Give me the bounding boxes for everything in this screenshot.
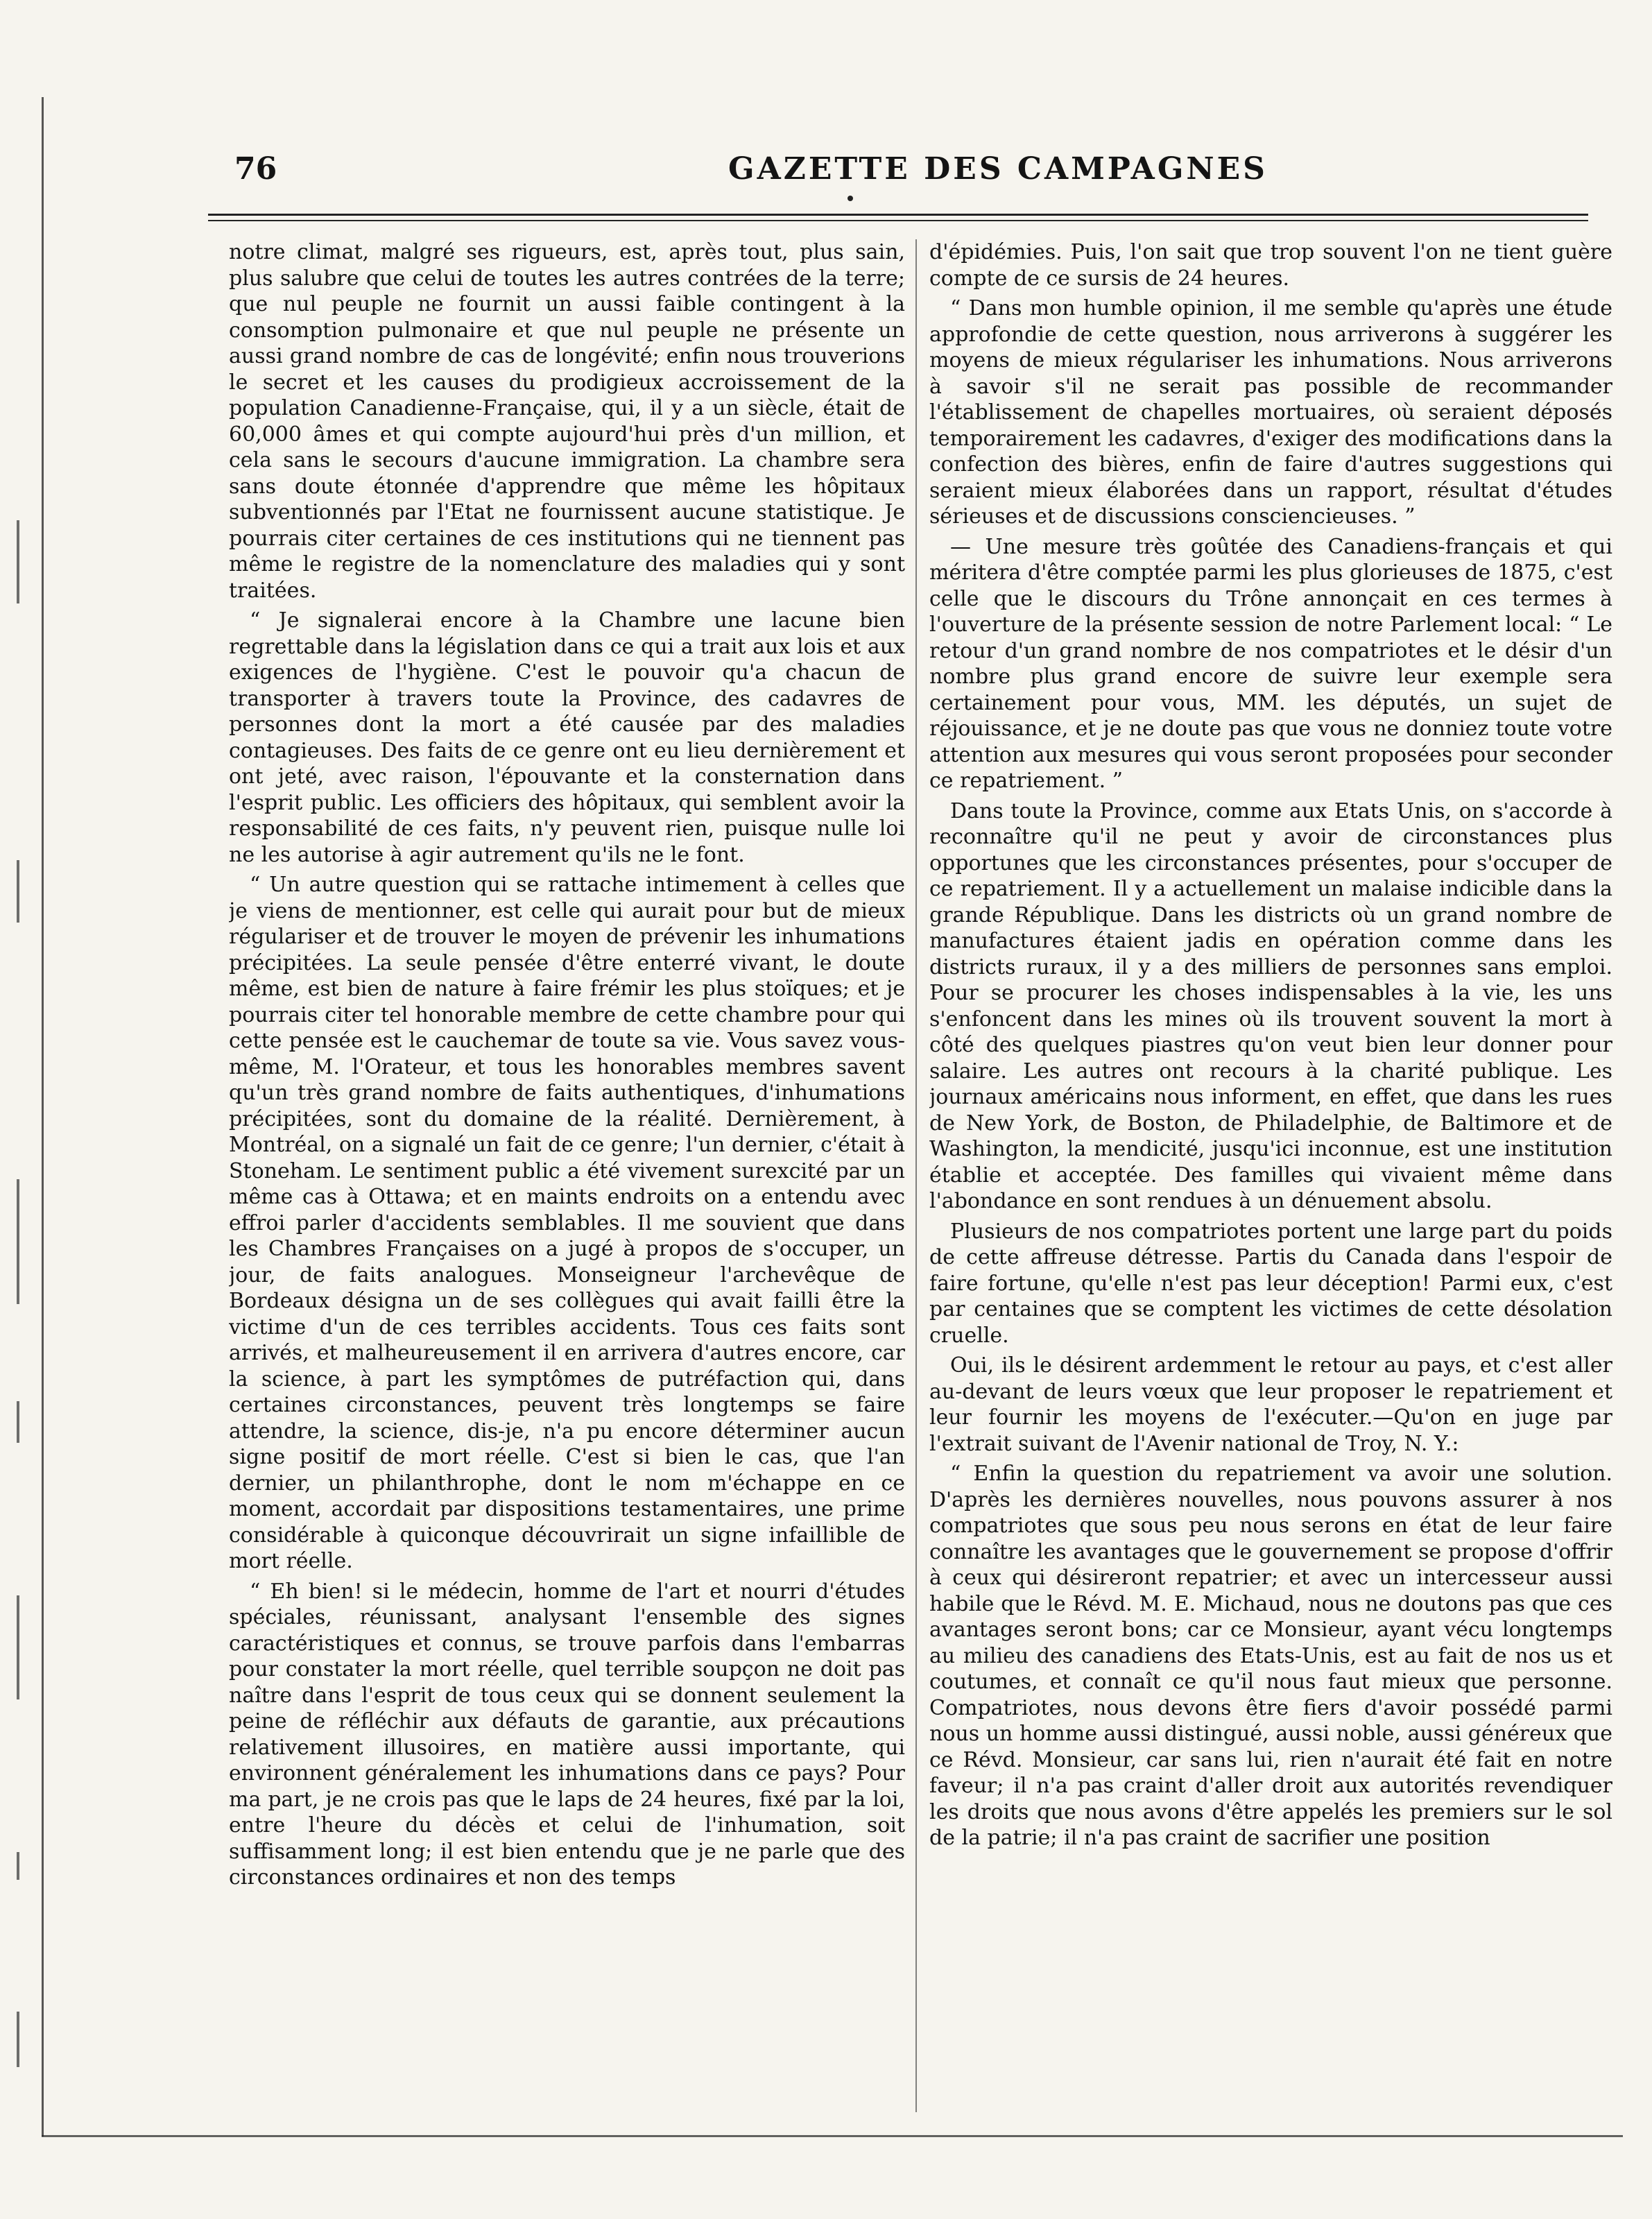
- journal-title: GAZETTE DES CAMPAGNES: [728, 151, 1268, 187]
- page-border-bottom: [42, 2135, 1623, 2137]
- paragraph: — Une mesure très goûtée des Canadiens-français et qui méritera d'être comptée parmi les plus glorieuses de 1875, c'est celle que le discours du Trône annonçait en ces termes à l'ouverture de la présente session de notre Parlement local: “ Le retour d'un grand nombre de nos compatriotes et le désir d'un nombre plus grand encore de suivre leur exemple sera certainement pour vous, MM. les députés, un sujet de réjouissance, et je ne doute pas que vous ne donniez toute votre attention aux mesures qui vous seront proposées pour seconder ce repatriement. ”: [929, 534, 1612, 793]
- paragraph: “ Un autre question qui se rattache intimement à celles que je viens de mentionner, est celle qui aurait pour but de mieux régulariser et de trouver le moyen de prévenir les inhumations précipitées. La seule pensée d'être enterré vivant, le doute même, est bien de nature à faire frémir les plus stoïques; et je pourrais citer tel honorable membre de cette chambre pour qui cette pensée est le cauchemar de toute sa vie. Vous savez vous-même, M. l'Orateur, et tous les honorables membres savent qu'un très grand nombre de faits authentiques, d'inhumations précipitées, sont du domaine de la réalité. Dernièrement, à Montréal, on a signalé un fait de ce genre; l'un dernier, c'était à Stoneham. Le sentiment public a été vivement surexcité par un même cas à Ottawa; et en maints endroits on a entendu avec effroi parler d'accidents semblables. Il me souvient que dans les Chambres Françaises on a jugé à propos de s'occuper, un jour, de faits analogues. Monseigneur l'archevêque de Bordeaux désigna un de ses collègues qui avait failli être la victime d'un de ces terribles accidents. Tous ces faits sont arrivés, et malheureusement il en arrivera d'autres encore, car la science, à part les symptômes de putréfaction qui, dans certaines circonstances, peuvent très longtemps se faire attendre, la science, dis-je, n'a pu encore déterminer aucun signe positif de mort réelle. C'est si bien le cas, que l'an dernier, un philanthrophe, dont le nom m'échappe en ce moment, accordait par dispositions testamentaires, une prime considérable à quiconque découvrirait un signe infaillible de mort réelle.: [229, 873, 905, 1573]
- paragraph: Plusieurs de nos compatriotes portent une large part du poids de cette affreuse détresse. Partis du Canada dans l'espoir de faire fortune, qu'elle n'est pas leur déception! Parmi eux, c'est par centaines que se comptent les victimes de cette désolation cruelle.: [929, 1219, 1612, 1348]
- paragraph: Oui, ils le désirent ardemment le retour au pays, et c'est aller au-devant de leurs vœux que leur proposer le repatriement et leur fournir les moyens de l'exécuter.—Qu'on en juge par l'extrait suivant de l'Avenir national de Troy, N. Y.:: [929, 1353, 1612, 1456]
- page-header: [0, 151, 1652, 200]
- left-column: [229, 239, 905, 2126]
- paragraph: “ Enfin la question du repatriement va avoir une solution. D'après les dernières nouvelles, nous pouvons assurer à nos compatriotes que sous peu nous serons en état de leur faire connaître les avantages que le gouvernement se propose d'offrir à ceux qui désireront repatrier; et avec un intercesseur aussi habile que le Révd. M. E. Michaud, nous ne doutons pas que ces avantages seront bons; car ce Monsieur, ayant vécu longtemps au milieu des canadiens des Etats-Unis, est au fait de nos us et coutumes, et connaît ce qu'il nous faut mieux que personne. Compatriotes, nous devons être fiers d'avoir possédé parmi nous un homme aussi distingué, aussi noble, aussi généreux que ce Révd. Monsieur, car sans lui, rien n'aurait été fait en notre faveur; il n'a pas craint d'aller droit aux autorités revendiquer les droits que nous avons d'être appelés les premiers sur le sol de la patrie; il n'a pas craint de sacrifier une position: [929, 1462, 1612, 1850]
- paragraph: “ Je signalerai encore à la Chambre une lacune bien regrettable dans la législation dans ce qui a trait aux lois et aux exigences de l'hygiène. C'est le pouvoir qu'a chacun de transporter à travers toute la Province, des cadavres de personnes dont la mort a été causée par des maladies contagieuses. Des faits de ce genre ont eu lieu dernièrement et ont jeté, avec raison, l'épouvante et la consternation dans l'esprit public. Les officiers des hôpitaux, qui semblent avoir la responsabilité de ces faits, n'y peuvent rien, puisque nulle loi ne les autorise à agir autrement qu'ils ne le font.: [229, 608, 905, 867]
- paragraph: d'épidémies. Puis, l'on sait que trop souvent l'on ne tient guère compte de ce sursis de 24 heures.: [929, 240, 1612, 291]
- page-border-left: [42, 97, 44, 2136]
- right-column: [929, 239, 1612, 2126]
- paragraph: Dans toute la Province, comme aux Etats Unis, on s'accorde à reconnaître qu'il ne peut y avoir de circonstances plus opportunes que les circonstances présentes, pour s'occuper de ce repatriement. Il y a actuellement un malaise indicible dans la grande République. Dans les districts où un grand nombre de manufactures étaient jadis en opération comme dans les districts ruraux, il y a des milliers de personnes sans emploi. Pour se procurer les choses indispensables à la vie, les uns s'enfoncent dans les mines où ils trouvent souvent la mort à côté des quelques piastres qu'on veut bien leur donner pour salaire. Les autres ont recours à la charité publique. Les journaux américains nous informent, en effet, que dans les rues de New York, de Boston, de Philadelphie, de Baltimore et de Washington, la mendicité, jusqu'ici inconnue, est une institution établie et acceptée. Des familles qui vivaient même dans l'abondance en sont rendues à un dénuement absolu.: [929, 798, 1612, 1213]
- header-rule: [208, 214, 1588, 221]
- column-divider: [915, 239, 917, 2112]
- page-number: 76: [234, 151, 277, 187]
- paragraph: “ Dans mon humble opinion, il me semble qu'après une étude approfondie de cette question, nous arriverons à suggérer les moyens de mieux régulariser les inhumations. Nous arriverons à savoir s'il ne serait pas possible de recommander l'établissement de chapelles mortuaires, où seraient déposés temporairement les cadavres, d'exiger des modifications dans la confection des bières, enfin de faire d'autres suggestions qui seraient mieux élaborées dans un rapport, résultat d'études sérieuses et de discussions consciencieuses. ”: [929, 296, 1612, 529]
- header-ornament: [847, 196, 853, 201]
- paragraph: “ Eh bien! si le médecin, homme de l'art et nourri d'études spéciales, réunissant, analysant l'ensemble des signes caractéristiques et connus, se trouve parfois dans l'embarras pour constater la mort réelle, quel terrible soupçon ne doit pas naître dans l'esprit de tous ceux qui se donnent seulement la peine de réfléchir aux défauts de garantie, aux précautions relativement illusoires, en matière aussi importante, qui environnent généralement les inhumations dans ce pays? Pour ma part, je ne crois pas que le laps de 24 heures, fixé par la loi, entre l'heure du décès et celui de l'inhumation, soit suffisamment long; il est bien entendu que je ne parle que des circonstances ordinaires et non des temps: [229, 1579, 905, 1890]
- paragraph: notre climat, malgré ses rigueurs, est, après tout, plus sain, plus salubre que celui de toutes les autres contrées de la terre; que nul peuple ne fournit un aussi faible contingent à la consomption pulmonaire et que nul peuple ne présente un aussi grand nombre de cas de longévité; enfin nous trouverions le secret et les causes du prodigieux accroissement de la population Canadienne-Française, qui, il y a un siècle, était de 60,000 âmes et qui compte aujourd'hui près d'un million, et cela sans le secours d'aucune immigration. La chambre sera sans doute étonnée d'apprendre que même les hôpitaux subventionnés par l'Etat ne fournissent aucune statistique. Je pourrais citer certaines de ces institutions qui ne tiennent pas même le registre de la nomenclature des maladies qui y sont traitées.: [229, 240, 905, 603]
- margin-marks: [12, 416, 33, 2081]
